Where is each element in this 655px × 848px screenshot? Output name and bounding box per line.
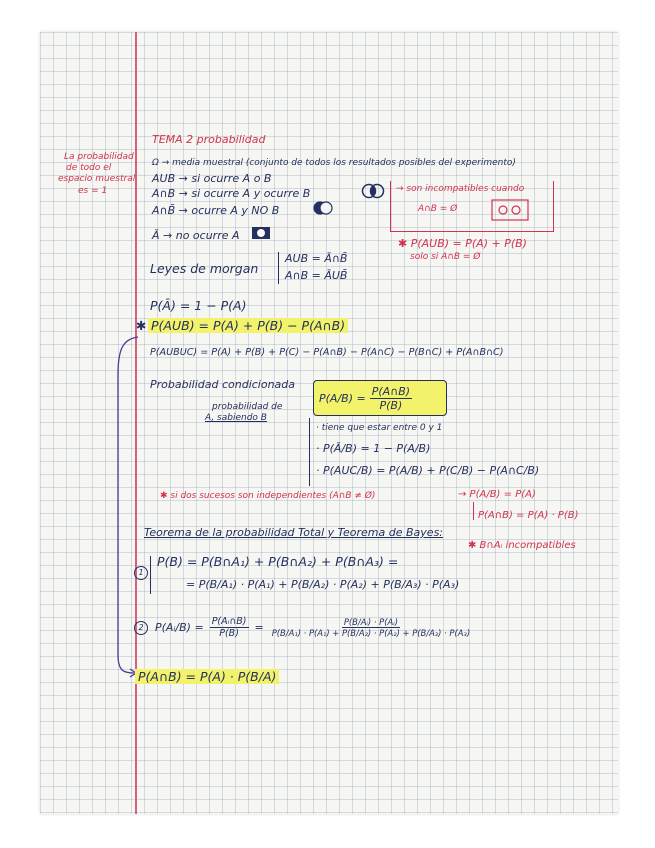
bayes-fraction-1 bbox=[210, 616, 249, 639]
total-probability-number: 1 bbox=[134, 566, 148, 580]
product-rule-text: P(A∩B) = P(A) · P(B/A) bbox=[135, 669, 279, 684]
independence-connector bbox=[473, 502, 476, 520]
conditional-sub: A, sabiendo B bbox=[205, 413, 267, 423]
conditional-property: · tiene que estar entre 0 y 1 bbox=[316, 423, 443, 433]
margin-note-line: La probabilidad bbox=[64, 152, 134, 162]
morgan-label: Leyes de morgan bbox=[150, 261, 259, 276]
conditional-property: · P(AUC/B) = P(A/B) + P(C/B) − P(A∩C/B) bbox=[316, 464, 540, 477]
theorems-heading: Teorema de la probabilidad Total y Teorema de Bayes: bbox=[144, 526, 444, 539]
complement-venn-icon bbox=[251, 226, 271, 240]
union-probability bbox=[148, 318, 348, 333]
total-probability-line: = P(B/A₁) · P(A₁) + P(B/A₂) · P(A₂) + P(B/A₃) · P(A₃) bbox=[186, 578, 460, 591]
page-title: TEMA 2 probabilidad bbox=[152, 133, 266, 146]
bayes-formula bbox=[155, 616, 472, 639]
conditional-sub: probabilidad de bbox=[212, 402, 283, 412]
theorems-note: ✱ B∩Aᵢ incompatibles bbox=[468, 540, 576, 551]
conditional-numerator: P(A∩B) bbox=[371, 384, 411, 398]
morgan-law: AUB = Ā∩B̄ bbox=[285, 252, 348, 265]
conditional-brace bbox=[309, 418, 312, 486]
margin-note-line: es = 1 bbox=[78, 186, 108, 196]
difference-venn-icon bbox=[312, 201, 334, 215]
conditional-formula-box bbox=[313, 380, 447, 416]
bayes-fraction-1-numerator: P(Aᵢ∩B) bbox=[211, 616, 247, 627]
union-probability-text: P(AUB) = P(A) + P(B) − P(A∩B) bbox=[148, 318, 348, 333]
conditional-fraction bbox=[370, 385, 412, 412]
incompatible-rule-condition: solo si A∩B = Ø bbox=[410, 252, 481, 262]
margin-note-line: de todo el bbox=[66, 163, 112, 173]
complement-probability: P(Ā) = 1 − P(A) bbox=[150, 298, 247, 313]
star-mark: ✱ bbox=[136, 318, 147, 333]
conditional-property: · P(Ā/B) = 1 − P(A/B) bbox=[316, 442, 431, 455]
incompatible-rule: ✱ P(AUB) = P(A) + P(B) bbox=[398, 237, 527, 250]
conditional-label: Probabilidad condicionada bbox=[150, 378, 296, 391]
independence-note: ✱ si dos sucesos son independientes (A∩B ≠ Ø) bbox=[160, 491, 376, 501]
independence-result: P(A∩B) = P(A) · P(B) bbox=[478, 510, 579, 521]
equals-sign: = bbox=[254, 621, 264, 634]
bayes-fraction-2 bbox=[270, 617, 472, 638]
conditional-denominator: P(B) bbox=[379, 398, 403, 412]
disjoint-venn-icon bbox=[491, 199, 529, 221]
sample-space-definition: Ω → media muestral (conjunto de todos los resultados posibles del experimento) bbox=[152, 158, 516, 168]
bayes-fraction-2-numerator: P(B/Aᵢ) · P(Aᵢ) bbox=[343, 617, 398, 627]
difference-definition: A∩B̄ → ocurre A y NO B bbox=[152, 204, 280, 217]
union-three-probability: P(AUBUC) = P(A) + P(B) + P(C) − P(A∩B) − P(A∩C) − P(B∩C) + P(A∩B∩C) bbox=[150, 347, 504, 358]
total-probability-brace bbox=[150, 556, 153, 594]
morgan-law: A∩B = ĀUB̄ bbox=[285, 269, 348, 282]
total-probability-line: P(B) = P(B∩A₁) + P(B∩A₂) + P(B∩A₃) = bbox=[157, 554, 399, 569]
independence-result: → P(A/B) = P(A) bbox=[458, 489, 536, 500]
union-definition: AUB → si ocurre A o B bbox=[152, 172, 272, 185]
incompatible-condition: A∩B = Ø bbox=[418, 204, 458, 214]
bayes-fraction-1-denominator: P(B) bbox=[219, 628, 239, 639]
product-rule bbox=[135, 669, 279, 684]
bayes-number: 2 bbox=[134, 621, 148, 635]
incompatible-label: → son incompatibles cuando bbox=[396, 184, 525, 194]
margin-note-line: espacio muestral bbox=[58, 174, 136, 184]
morgan-brace bbox=[278, 252, 281, 284]
intersection-venn-icon bbox=[360, 183, 386, 199]
conditional-lhs: P(A/B) = bbox=[319, 391, 366, 405]
bayes-fraction-2-denominator: P(B/A₁) · P(A₁) + P(B/A₂) · P(A₂) + P(B/A₃) · P(A₃) bbox=[271, 628, 471, 638]
complement-definition: Ā → no ocurre A bbox=[152, 229, 240, 242]
intersection-definition: A∩B → si ocurre A y ocurre B bbox=[152, 187, 311, 200]
bayes-lhs: P(Aᵢ/B) = bbox=[155, 621, 204, 634]
